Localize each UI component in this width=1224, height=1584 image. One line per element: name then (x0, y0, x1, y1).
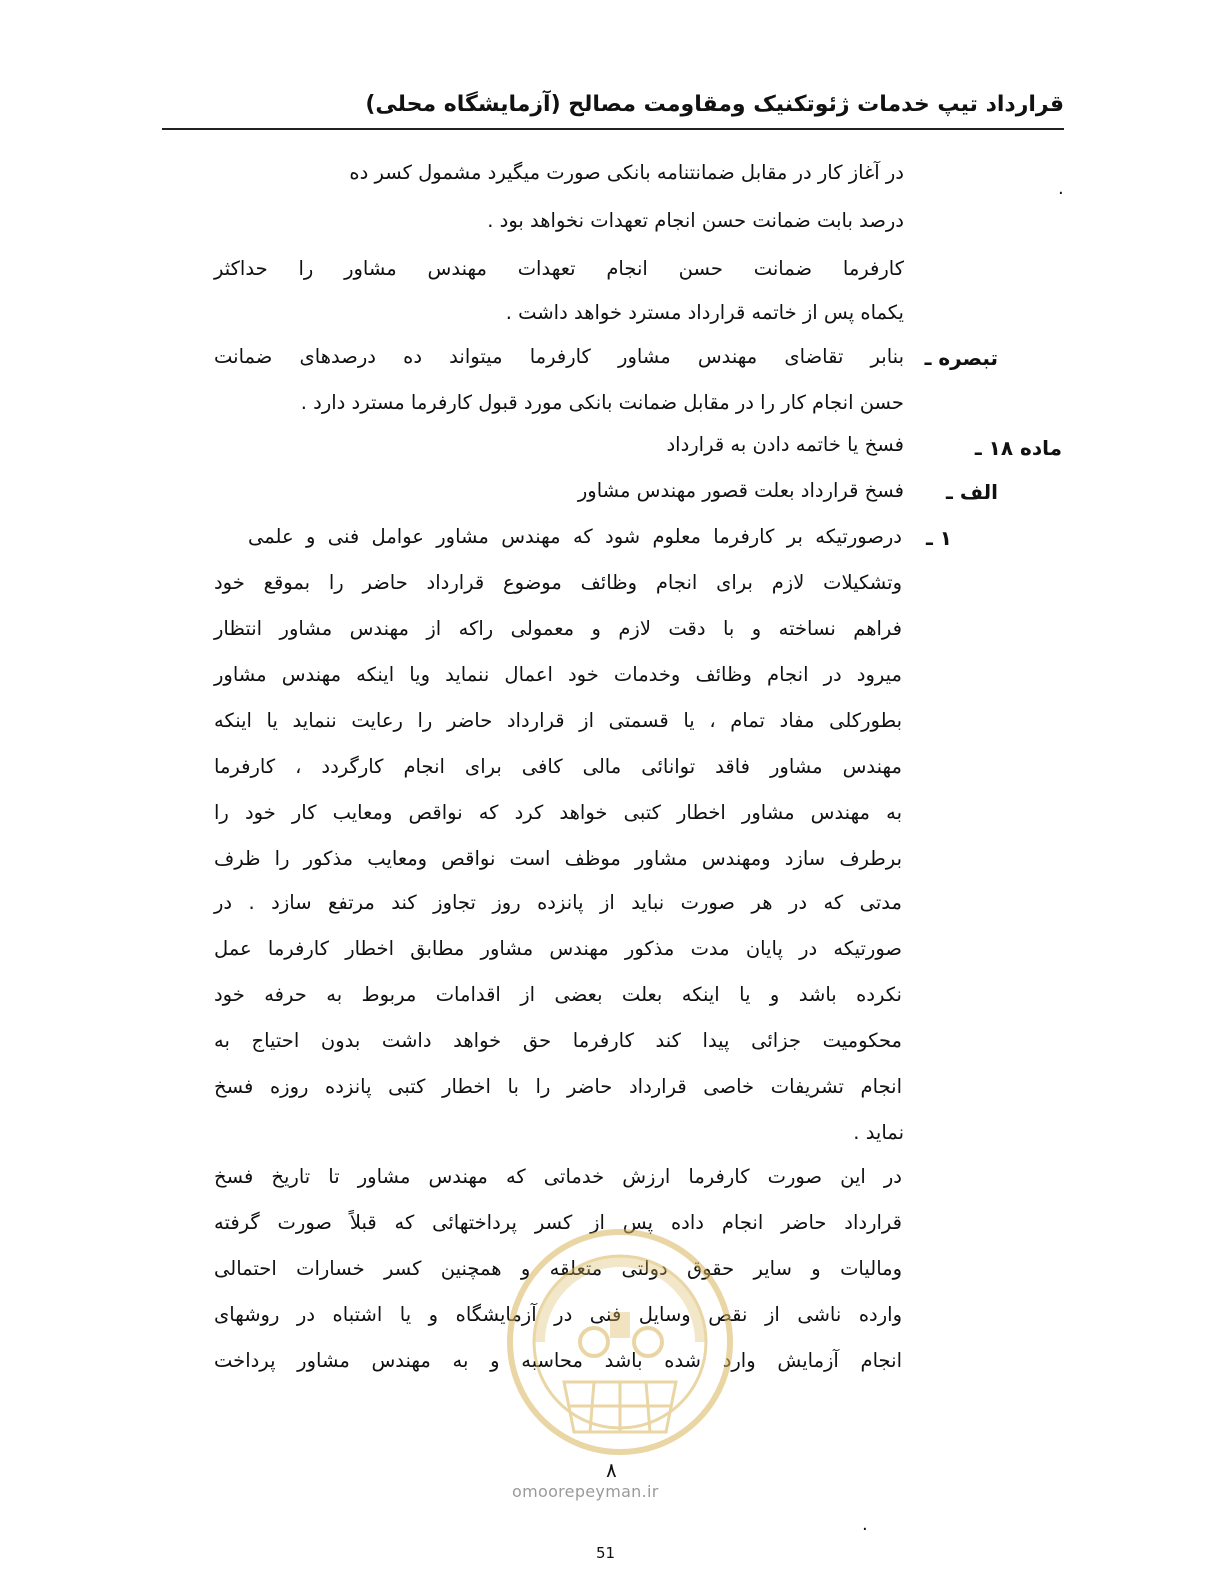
body-line: نکرده باشد و یا اینکه بعلت بعضی از اقدامات مربوط به حرفه خود (214, 983, 902, 1006)
body-line: قرارداد حاضر انجام داده پس از کسر پرداختهائی که قبلاً صورت گرفته (214, 1211, 902, 1234)
body-line: درصد بابت ضمانت حسن انجام تعهدات نخواهد بود . (487, 209, 904, 232)
seal-stamp-logo (502, 1192, 738, 1492)
body-line: یکماه پس از خاتمه قرارداد مسترد خواهد داشت . (505, 301, 904, 324)
body-line: مهندس مشاور فاقد توانائی مالی کافی برای انجام کارگردد ، کارفرما (214, 755, 902, 778)
body-line: فراهم نساخته و با دقت لازم و معمولی راکه از مهندس مشاور انتظار (214, 617, 902, 640)
article-18-label: ماده ۱۸ ـ (974, 436, 1062, 460)
margin-dot: . (862, 1514, 868, 1535)
article-title: فسخ یا خاتمه دادن به قرارداد (666, 433, 904, 456)
page-mark: ۸ (606, 1458, 617, 1482)
body-line: در آغاز کار در مقابل ضمانتنامه بانکی صورت میگیرد مشمول کسر ده (349, 161, 904, 184)
body-line: وارده ناشی از نقص وسایل فنی در آزمایشگاه و یا اشتباه در روشهای (214, 1303, 902, 1326)
body-line: بطورکلی مفاد تمام ، یا قسمتی از قرارداد حاضر را رعایت ننماید یا اینکه (214, 709, 902, 732)
body-line: وتشکیلات لازم برای انجام وظائف موضوع قرارداد حاضر را بموقع خود (214, 571, 902, 594)
clause-alef-label: الف ـ (946, 480, 998, 504)
body-line: صورتیکه در پایان مدت مذکور مهندس مشاور مطابق اخطار کارفرما عمل (214, 937, 902, 960)
body-line: بنابر تقاضای مهندس مشاور کارفرما میتواند ده درصدهای ضمانت (214, 345, 904, 368)
clause-title: فسخ قرارداد بعلت قصور مهندس مشاور (577, 479, 904, 502)
body-line: انجام تشریفات خاصی قرارداد حاضر را با اخطار کتبی پانزده روزه فسخ (214, 1075, 902, 1098)
body-line: میرود در انجام وظائف وخدمات خود اعمال ننماید ویا اینکه مهندس مشاور (214, 663, 902, 686)
body-line: به مهندس مشاور اخطار کتبی خواهد کرد که نواقص ومعایب کار خود را (214, 801, 902, 824)
body-line: برطرف سازد ومهندس مشاور موظف است نواقص ومعایب مذکور را ظرف (214, 847, 902, 870)
body-line: در این صورت کارفرما ارزش خدماتی که مهندس مشاور تا تاریخ فسخ (214, 1165, 902, 1188)
margin-dot: . (1058, 178, 1064, 199)
body-line: نماید . (853, 1121, 904, 1144)
body-line: درصورتیکه بر کارفرما معلوم شود که مهندس مشاور عوامل فنی و علمی (248, 525, 902, 548)
page-header-title: قرارداد تیپ خدمات ژئوتکنیک ومقاومت مصالح (آزمایشگاه محلی) (365, 92, 1064, 117)
header-rule (162, 128, 1064, 130)
body-line: حسن انجام کار را در مقابل ضمانت بانکی مورد قبول کارفرما مسترد دارد . (300, 391, 904, 414)
body-line: ومالیات و سایر حقوق دولتی متعلقه و همچنین کسر خسارات احتمالی (214, 1257, 902, 1280)
watermark-text: omoorepeyman.ir (512, 1482, 659, 1501)
body-line: کارفرما ضمانت حسن انجام تعهدات مهندس مشاور را حداکثر (214, 257, 904, 280)
item-1-label: ۱ ـ (925, 526, 952, 550)
page-number: 51 (596, 1544, 616, 1562)
note-label: تبصره ـ (924, 346, 998, 370)
body-line: مدتی که در هر صورت نباید از پانزده روز تجاوز کند مرتفع سازد . در (214, 891, 902, 914)
body-line: انجام آزمایش وارد شده باشد محاسبه و به مهندس مشاور پرداخت (214, 1349, 902, 1372)
body-line: محکومیت جزائی پیدا کند کارفرما حق خواهد داشت بدون احتیاج به (214, 1029, 902, 1052)
